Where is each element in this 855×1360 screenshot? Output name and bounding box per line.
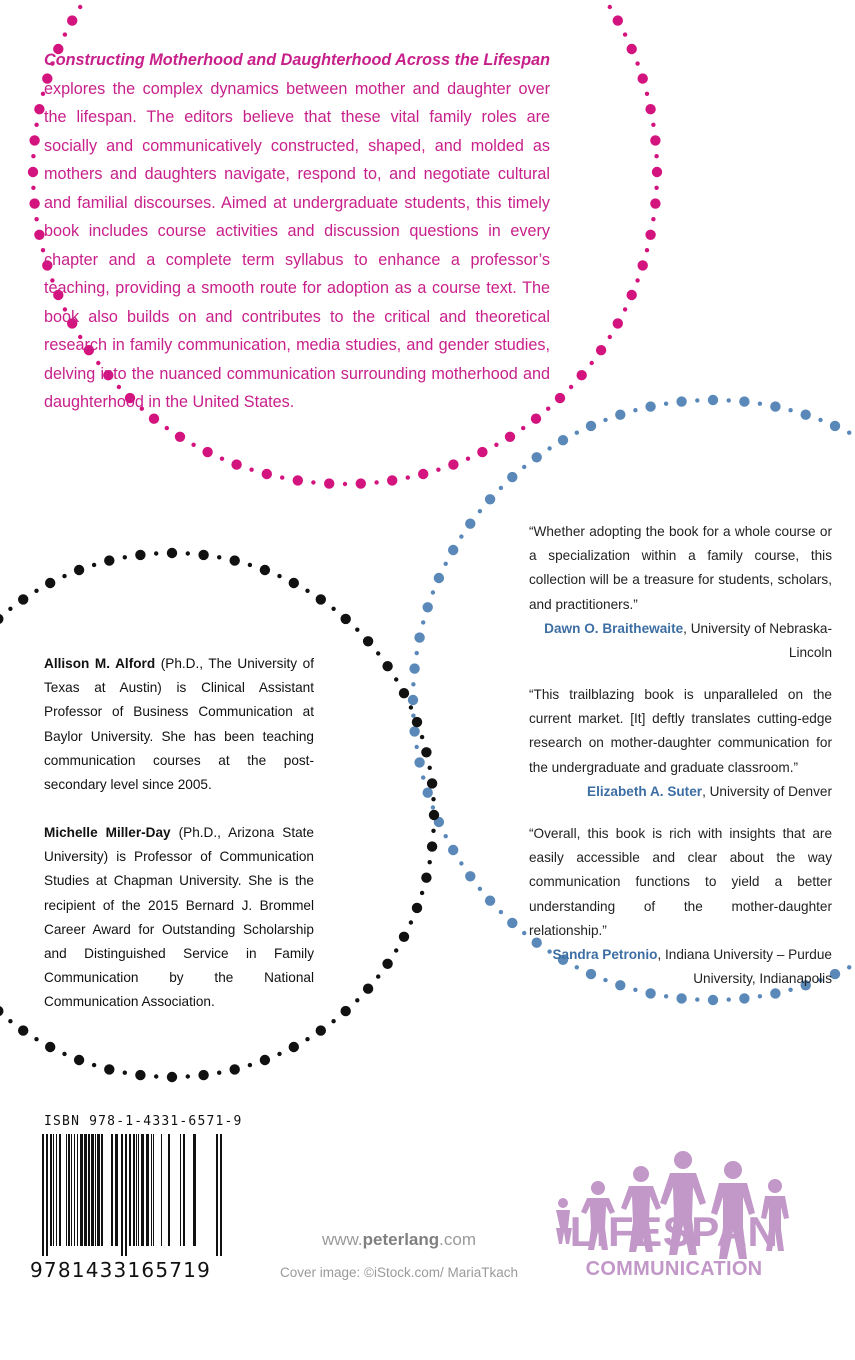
- magenta-dot: [645, 104, 655, 114]
- black-dot: [427, 778, 437, 788]
- blue-dot: [695, 997, 699, 1001]
- blue-dot: [847, 965, 851, 969]
- blue-dot: [818, 418, 822, 422]
- blue-dot: [708, 395, 718, 405]
- magenta-dot: [635, 278, 639, 282]
- magenta-dot: [651, 123, 655, 127]
- quote-attribution: [529, 780, 832, 804]
- black-dot: [421, 873, 431, 883]
- blue-dot: [676, 993, 686, 1003]
- blue-dot: [847, 431, 851, 435]
- black-dot: [62, 1052, 66, 1056]
- magenta-dot: [645, 248, 649, 252]
- magenta-dot: [521, 426, 525, 430]
- magenta-dot: [63, 32, 67, 36]
- magenta-dot: [613, 15, 623, 25]
- black-dot: [123, 1071, 127, 1075]
- blue-dot: [547, 446, 551, 450]
- barcode-bar: [80, 1134, 83, 1246]
- blue-dot: [444, 562, 448, 566]
- magenta-dot: [418, 469, 428, 479]
- magenta-dot: [654, 186, 658, 190]
- black-dot: [18, 594, 28, 604]
- black-dot: [331, 1019, 335, 1023]
- black-dot: [167, 548, 177, 558]
- endorser-name: Elizabeth A. Suter: [587, 783, 703, 799]
- blue-dot: [409, 663, 419, 673]
- black-dot: [198, 1070, 208, 1080]
- barcode-bar: [115, 1134, 118, 1246]
- black-dot: [8, 1019, 12, 1023]
- magenta-dot: [31, 154, 35, 158]
- black-dot: [382, 661, 392, 671]
- blue-dot: [586, 421, 596, 431]
- black-dot: [382, 959, 392, 969]
- blue-dot: [788, 408, 792, 412]
- magenta-dot: [505, 432, 515, 442]
- author-bio-text: (Ph.D., The University of Texas at Austin) is Clinical Assistant Professor of Business Communication at Baylor University. She has been teaching communication courses at the post-secondary level since 2005.: [44, 656, 314, 793]
- magenta-dot: [623, 307, 627, 311]
- blue-dot: [575, 431, 579, 435]
- magenta-dot: [645, 230, 655, 240]
- black-dot: [45, 1042, 55, 1052]
- black-dot: [428, 860, 432, 864]
- black-dot: [412, 903, 422, 913]
- magenta-dot: [555, 393, 565, 403]
- blue-dot: [414, 757, 424, 767]
- black-dot: [217, 555, 221, 559]
- barcode-bar: [216, 1134, 218, 1256]
- magenta-dot: [29, 135, 39, 145]
- black-dot: [104, 1064, 114, 1074]
- blue-dot: [603, 418, 607, 422]
- barcode-bar: [101, 1134, 103, 1246]
- author-name: Michelle Miller-Day: [44, 825, 171, 840]
- book-description-text: explores the complex dynamics between mother and daughter over the lifespan. The editors believe that these vital family roles are socially and communicatively constructed, shaped, and molded as mothers and daughters navigate, respond to, and negotiate cultural and familial discourses. Aimed at undergraduate students, this timely book includes course activities and discussion questions in every chapter and a complete term syllabus to enhance a professor’s teaching, providing a smooth route for adoption as a course text. The book also builds on and contributes to the critical and theoretical research in family communication, media studies, and gender studies, delving into the nuanced communication surrounding motherhood and daughterhood in the United States.: [44, 79, 550, 411]
- black-dot: [409, 705, 413, 709]
- blue-dot: [448, 545, 458, 555]
- black-dot: [154, 551, 158, 555]
- magenta-dot: [448, 459, 458, 469]
- blue-dot: [676, 396, 686, 406]
- blue-dot: [558, 435, 568, 445]
- magenta-dot: [220, 457, 224, 461]
- series-logo-lifespan: LIFESPAN: [569, 1208, 779, 1255]
- blue-dot: [485, 494, 495, 504]
- black-dot: [123, 555, 127, 559]
- black-dot: [154, 1074, 158, 1078]
- black-dot: [135, 550, 145, 560]
- barcode-bar: [53, 1134, 54, 1246]
- black-dot: [399, 932, 409, 942]
- blue-dot: [522, 465, 526, 469]
- black-dot: [248, 1063, 252, 1067]
- magenta-dot: [590, 361, 594, 365]
- blue-dot: [434, 573, 444, 583]
- author-bio-alford: [44, 652, 314, 797]
- black-dot: [394, 948, 398, 952]
- book-description: [44, 46, 550, 417]
- magenta-dot: [249, 468, 253, 472]
- quote-text: “This trailblazing book is unparalleled on the current market. [It] deftly translates cutting-edge research on mother-daughter communication for the undergraduate and graduate classroom.”: [529, 687, 832, 775]
- magenta-dot: [293, 475, 303, 485]
- endorser-affiliation: , University of Nebraska-Lincoln: [683, 620, 832, 661]
- barcode-bar: [56, 1134, 57, 1246]
- black-dot: [0, 614, 4, 624]
- isbn-barcode: [30, 1134, 230, 1256]
- blue-dot: [478, 509, 482, 513]
- magenta-dot: [651, 217, 655, 221]
- barcode-bar: [68, 1134, 70, 1246]
- blue-dot: [465, 871, 475, 881]
- author-bio-text: (Ph.D., Arizona State University) is Professor of Communication Studies at Chapman University. She is the recipient of the 2015 Bernard J. Brommel Career Award for Outstanding Scholarship and Distinguished Service in Family Communication by the National Communication Association.: [44, 825, 314, 1010]
- magenta-dot: [608, 5, 612, 9]
- black-dot: [363, 636, 373, 646]
- black-dot: [74, 565, 84, 575]
- black-dot: [186, 551, 190, 555]
- barcode-bar: [50, 1134, 52, 1246]
- barcode-bar: [111, 1134, 113, 1246]
- magenta-dot: [374, 480, 378, 484]
- barcode-bar: [71, 1134, 72, 1246]
- blue-dot: [411, 682, 415, 686]
- black-dot: [74, 1055, 84, 1065]
- endorsement-quote: [529, 683, 832, 804]
- black-dot: [394, 677, 398, 681]
- black-dot: [45, 578, 55, 588]
- black-dot: [34, 1037, 38, 1041]
- barcode-bar: [133, 1134, 135, 1246]
- black-dot: [92, 1063, 96, 1067]
- endorser-name: Dawn O. Braithewaite: [544, 620, 684, 636]
- blue-dot: [739, 993, 749, 1003]
- black-dot: [8, 607, 12, 611]
- blue-dot: [499, 910, 503, 914]
- magenta-dot: [494, 443, 498, 447]
- black-dot: [34, 589, 38, 593]
- black-dot: [0, 1006, 4, 1016]
- barcode-bar: [95, 1134, 96, 1246]
- barcode-bar: [46, 1134, 48, 1256]
- magenta-dot: [387, 475, 397, 485]
- black-dot: [355, 998, 359, 1002]
- isbn-label: ISBN 978-1-4331-6571-9: [44, 1114, 243, 1129]
- blue-dot: [459, 534, 463, 538]
- quote-attribution: [529, 943, 832, 991]
- magenta-dot: [191, 443, 195, 447]
- black-dot: [92, 563, 96, 567]
- magenta-dot: [34, 217, 38, 221]
- blue-dot: [421, 775, 425, 779]
- barcode-bar: [193, 1134, 196, 1246]
- barcode-bar: [151, 1134, 152, 1246]
- blue-dot: [409, 726, 419, 736]
- blue-dot: [465, 519, 475, 529]
- cover-image-credit: Cover image: ©iStock.com/ MariaTkach: [279, 1265, 519, 1280]
- blue-dot: [801, 410, 811, 420]
- magenta-dot: [635, 61, 639, 65]
- url-domain: peterlang: [362, 1230, 440, 1249]
- blue-dot: [664, 402, 668, 406]
- magenta-dot: [627, 290, 637, 300]
- blue-dot: [415, 745, 419, 749]
- magenta-dot: [29, 198, 39, 208]
- publisher-url[interactable]: [270, 1230, 528, 1250]
- magenta-dot: [652, 167, 662, 177]
- black-dot: [230, 555, 240, 565]
- barcode-bar: [88, 1134, 90, 1246]
- blue-dot: [423, 788, 433, 798]
- magenta-dot: [466, 457, 470, 461]
- black-dot: [305, 589, 309, 593]
- barcode-bar: [183, 1134, 185, 1246]
- barcode-bar: [66, 1134, 67, 1246]
- magenta-dot: [596, 345, 606, 355]
- magenta-dot: [613, 318, 623, 328]
- black-dot: [376, 651, 380, 655]
- blue-dot: [532, 452, 542, 462]
- magenta-dot: [280, 475, 284, 479]
- barcode-bar: [153, 1134, 154, 1246]
- author-bio-miller-day: [44, 821, 314, 1015]
- barcode-bar: [129, 1134, 131, 1246]
- barcode-bar: [42, 1134, 44, 1256]
- black-dot: [341, 1006, 351, 1016]
- barcode-bar: [84, 1134, 87, 1246]
- blue-dot: [408, 695, 418, 705]
- black-dot: [421, 747, 431, 757]
- blue-dot: [615, 410, 625, 420]
- blue-dot: [645, 401, 655, 411]
- black-dot: [104, 555, 114, 565]
- magenta-dot: [650, 135, 660, 145]
- barcode-bar: [91, 1134, 94, 1246]
- black-dot: [186, 1074, 190, 1078]
- magenta-dot: [645, 92, 649, 96]
- black-dot: [316, 1025, 326, 1035]
- blue-dot: [414, 632, 424, 642]
- blue-dot: [485, 896, 495, 906]
- blue-dot: [431, 805, 435, 809]
- url-prefix: www.: [322, 1230, 363, 1249]
- magenta-dot: [231, 459, 241, 469]
- blue-dot: [633, 408, 637, 412]
- barcode-bar: [77, 1134, 78, 1246]
- black-dot: [429, 810, 439, 820]
- black-dot: [431, 797, 435, 801]
- black-dot: [260, 1055, 270, 1065]
- black-dot: [260, 565, 270, 575]
- quote-attribution: [529, 617, 832, 665]
- black-dot: [18, 1025, 28, 1035]
- url-suffix: .com: [439, 1230, 476, 1249]
- series-logo-communication: COMMUNICATION: [585, 1258, 763, 1280]
- blue-dot: [499, 486, 503, 490]
- black-dot: [62, 574, 66, 578]
- blue-dot: [770, 401, 780, 411]
- blue-dot: [444, 834, 448, 838]
- author-name: Allison M. Alford: [44, 656, 156, 671]
- black-dot: [399, 688, 409, 698]
- magenta-dot: [356, 478, 366, 488]
- magenta-dot: [343, 482, 347, 486]
- blue-dot: [758, 402, 762, 406]
- black-dot: [331, 607, 335, 611]
- magenta-dot: [569, 385, 573, 389]
- blue-dot: [423, 602, 433, 612]
- black-dot: [289, 578, 299, 588]
- barcode-digits: 9781433165719: [30, 1258, 212, 1282]
- magenta-dot: [436, 468, 440, 472]
- blue-dot: [421, 620, 425, 624]
- blue-dot: [448, 845, 458, 855]
- black-dot: [341, 614, 351, 624]
- black-dot: [198, 550, 208, 560]
- endorser-affiliation: , University of Denver: [702, 783, 832, 799]
- black-dot: [420, 735, 424, 739]
- blue-dot: [758, 994, 762, 998]
- barcode-bar: [125, 1134, 127, 1256]
- magenta-dot: [31, 186, 35, 190]
- black-dot: [428, 766, 432, 770]
- barcode-bar: [138, 1134, 139, 1246]
- barcode-bar: [74, 1134, 75, 1246]
- endorser-name: Sandra Petronio: [552, 947, 658, 963]
- barcode-bar: [136, 1134, 137, 1246]
- book-title: Constructing Motherhood and Daughterhood Across the Lifespan: [44, 51, 550, 69]
- black-dot: [167, 1072, 177, 1082]
- magenta-dot: [406, 475, 410, 479]
- magenta-dot: [175, 432, 185, 442]
- barcode-bar: [121, 1134, 123, 1256]
- blue-dot: [507, 918, 517, 928]
- barcode-bar: [220, 1134, 222, 1256]
- magenta-dot: [654, 154, 658, 158]
- black-dot: [363, 984, 373, 994]
- barcode-bar: [161, 1134, 162, 1246]
- black-dot: [230, 1064, 240, 1074]
- magenta-dot: [623, 32, 627, 36]
- barcode-bar: [97, 1134, 100, 1246]
- black-dot: [305, 1037, 309, 1041]
- blue-dot: [727, 398, 731, 402]
- blue-dot: [522, 931, 526, 935]
- magenta-dot: [608, 335, 612, 339]
- blue-dot: [478, 887, 482, 891]
- black-dot: [316, 594, 326, 604]
- barcode-bar: [180, 1134, 181, 1246]
- endorsement-quote: [529, 822, 832, 991]
- blue-dot: [411, 714, 415, 718]
- black-dot: [427, 841, 437, 851]
- magenta-dot: [262, 469, 272, 479]
- magenta-dot: [311, 480, 315, 484]
- magenta-dot: [477, 447, 487, 457]
- blue-dot: [459, 861, 463, 865]
- magenta-dot: [638, 73, 648, 83]
- quote-text: “Overall, this book is rich with insights that are easily accessible and clear about the way communication functions to yield a better understanding of the mother-daughter relationship.”: [529, 826, 832, 938]
- blue-dot: [695, 398, 699, 402]
- black-dot: [277, 1052, 281, 1056]
- blue-dot: [708, 995, 718, 1005]
- magenta-dot: [78, 5, 82, 9]
- black-dot: [355, 628, 359, 632]
- magenta-dot: [202, 447, 212, 457]
- barcode-bar: [146, 1134, 149, 1246]
- blue-dot: [415, 651, 419, 655]
- black-dot: [289, 1042, 299, 1052]
- black-dot: [277, 574, 281, 578]
- magenta-dot: [577, 370, 587, 380]
- blue-dot: [431, 590, 435, 594]
- blue-dot: [507, 472, 517, 482]
- barcode-bar: [168, 1134, 170, 1246]
- black-dot: [412, 717, 422, 727]
- black-dot: [431, 829, 435, 833]
- magenta-dot: [28, 167, 38, 177]
- magenta-dot: [638, 260, 648, 270]
- black-dot: [376, 974, 380, 978]
- black-dot: [248, 563, 252, 567]
- quote-text: “Whether adopting the book for a whole course or a specialization within a family course, this collection will be a treasure for students, scholars, and practitioners.”: [529, 524, 832, 612]
- endorser-affiliation: , Indiana University – Purdue University, Indianapolis: [657, 947, 832, 987]
- magenta-dot: [67, 15, 77, 25]
- magenta-dot: [650, 198, 660, 208]
- magenta-dot: [165, 426, 169, 430]
- black-dot: [409, 920, 413, 924]
- barcode-bar: [59, 1134, 61, 1246]
- barcode-bar: [141, 1134, 144, 1246]
- blue-dot: [739, 396, 749, 406]
- magenta-dot: [627, 44, 637, 54]
- blue-dot: [664, 994, 668, 998]
- magenta-dot: [34, 123, 38, 127]
- black-dot: [420, 891, 424, 895]
- magenta-dot: [324, 478, 334, 488]
- black-dot: [135, 1070, 145, 1080]
- black-dot: [217, 1071, 221, 1075]
- endorsement-quote: [529, 520, 832, 665]
- blue-dot: [830, 421, 840, 431]
- blue-dot: [727, 997, 731, 1001]
